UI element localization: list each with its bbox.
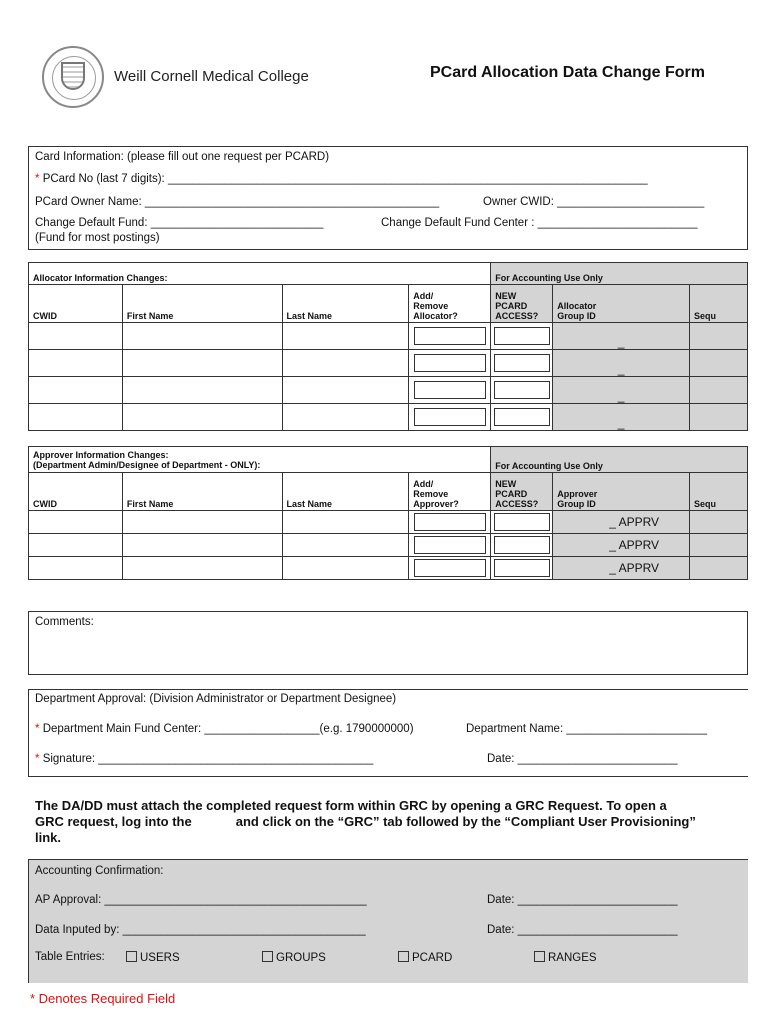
col-sequ: Sequ	[690, 285, 748, 323]
checkbox-icon	[262, 951, 273, 962]
col-add-remove: Add/ Remove Approver?	[409, 473, 491, 511]
first-name-cell[interactable]	[122, 404, 282, 431]
col-new-access: NEW PCARD ACCESS?	[491, 473, 553, 511]
groups-checkbox[interactable]: GROUPS	[262, 951, 326, 964]
add-remove-box[interactable]	[414, 559, 486, 577]
signature-field[interactable]: * Signature: ___________________________________________	[35, 753, 374, 765]
sequ-cell	[690, 323, 748, 350]
first-name-cell[interactable]	[122, 377, 282, 404]
table-row	[29, 404, 748, 431]
new-access-box[interactable]	[494, 536, 550, 554]
default-fund-center-field[interactable]: Change Default Fund Center : _________________________	[381, 217, 698, 229]
add-remove-box[interactable]	[414, 513, 486, 531]
checkbox-icon	[398, 951, 409, 962]
sequ-cell	[690, 377, 748, 404]
approver-accounting-label: For Accounting Use Only	[491, 447, 748, 473]
col-last-name: Last Name	[282, 285, 409, 323]
table-entries-label: Table Entries:	[35, 951, 105, 963]
signature-date-field[interactable]: Date: _________________________	[487, 753, 678, 765]
col-last-name: Last Name	[282, 473, 409, 511]
cwid-cell[interactable]	[29, 350, 123, 377]
sequ-cell	[690, 404, 748, 431]
group-id-cell: _	[553, 377, 690, 404]
allocator-accounting-label: For Accounting Use Only	[491, 263, 748, 285]
data-inputed-field[interactable]: Data Inputed by: ______________________________________	[35, 924, 366, 936]
col-group-id: Approver Group ID	[553, 473, 690, 511]
shield-icon	[61, 62, 85, 90]
ranges-checkbox[interactable]: RANGES	[534, 951, 597, 964]
last-name-cell[interactable]	[282, 511, 409, 534]
last-name-cell[interactable]	[282, 350, 409, 377]
pcard-checkbox[interactable]: PCARD	[398, 951, 452, 964]
col-first-name: First Name	[122, 473, 282, 511]
comments-label: Comments:	[35, 616, 94, 628]
group-id-cell: _ APPRV	[553, 511, 690, 534]
form-title: PCard Allocation Data Change Form	[430, 64, 705, 81]
grc-instructions: The DA/DD must attach the completed request form within GRC by opening a GRC Request. To open a GRC request, log into the and click on the “GRC” tab followed by the “Compliant User Provisioning” link.	[35, 798, 696, 845]
default-fund-field[interactable]: Change Default Fund: ___________________________	[35, 217, 324, 229]
department-heading: Department Approval: (Division Administrator or Department Designee)	[35, 693, 397, 705]
required-field-note: * Denotes Required Field	[30, 991, 176, 1006]
sequ-cell	[690, 534, 748, 557]
allocator-title: Allocator Information Changes:	[29, 263, 491, 285]
col-sequ: Sequ	[690, 473, 748, 511]
table-row	[29, 511, 748, 534]
col-first-name: First Name	[122, 285, 282, 323]
department-name-field[interactable]: Department Name: ______________________	[466, 723, 708, 735]
add-remove-box[interactable]	[414, 327, 486, 345]
owner-cwid-field[interactable]: Owner CWID: _______________________	[483, 196, 705, 208]
first-name-cell[interactable]	[122, 511, 282, 534]
ap-approval-field[interactable]: AP Approval: _________________________________________	[35, 894, 367, 906]
table-row	[29, 377, 748, 404]
table-row	[29, 534, 748, 557]
col-group-id: Allocator Group ID	[553, 285, 690, 323]
sequ-cell	[690, 350, 748, 377]
last-name-cell[interactable]	[282, 323, 409, 350]
accounting-section	[28, 859, 748, 983]
cwid-cell[interactable]	[29, 534, 123, 557]
sequ-cell	[690, 511, 748, 534]
approver-title: Approver Information Changes: (Department Admin/Designee of Department - ONLY):	[29, 447, 491, 473]
main-fund-center-field[interactable]: * Department Main Fund Center: __________________(e.g. 1790000000)	[35, 723, 414, 735]
new-access-box[interactable]	[494, 327, 550, 345]
cwid-cell[interactable]	[29, 557, 123, 580]
data-date-field[interactable]: Date: _________________________	[487, 924, 678, 936]
col-cwid: CWID	[29, 285, 123, 323]
group-id-cell: _	[553, 350, 690, 377]
first-name-cell[interactable]	[122, 350, 282, 377]
card-info-heading: Card Information: (please fill out one request per PCARD)	[35, 151, 330, 163]
fund-note: (Fund for most postings)	[35, 232, 160, 244]
group-id-cell: _ APPRV	[553, 557, 690, 580]
sequ-cell	[690, 557, 748, 580]
ap-date-field[interactable]: Date: _________________________	[487, 894, 678, 906]
users-checkbox[interactable]: USERS	[126, 951, 180, 964]
last-name-cell[interactable]	[282, 557, 409, 580]
last-name-cell[interactable]	[282, 404, 409, 431]
first-name-cell[interactable]	[122, 534, 282, 557]
cwid-cell[interactable]	[29, 377, 123, 404]
first-name-cell[interactable]	[122, 323, 282, 350]
approver-table	[28, 446, 748, 580]
new-access-box[interactable]	[494, 408, 550, 426]
cwid-cell[interactable]	[29, 404, 123, 431]
col-new-access: NEW PCARD ACCESS?	[491, 285, 553, 323]
last-name-cell[interactable]	[282, 377, 409, 404]
college-name: Weill Cornell Medical College	[114, 68, 309, 85]
new-access-box[interactable]	[494, 513, 550, 531]
owner-name-field[interactable]: PCard Owner Name: ______________________________________________	[35, 196, 440, 208]
college-seal-logo	[42, 46, 104, 108]
comments-box[interactable]	[28, 611, 748, 675]
cwid-cell[interactable]	[29, 323, 123, 350]
add-remove-box[interactable]	[414, 408, 486, 426]
checkbox-icon	[126, 951, 137, 962]
group-id-cell: _ APPRV	[553, 534, 690, 557]
add-remove-box[interactable]	[414, 536, 486, 554]
table-row	[29, 350, 748, 377]
col-add-remove: Add/ Remove Allocator?	[409, 285, 491, 323]
table-row	[29, 557, 748, 580]
checkbox-icon	[534, 951, 545, 962]
accounting-heading: Accounting Confirmation:	[35, 865, 164, 877]
last-name-cell[interactable]	[282, 534, 409, 557]
allocator-table	[28, 262, 748, 431]
cwid-cell[interactable]	[29, 511, 123, 534]
add-remove-box[interactable]	[414, 381, 486, 399]
group-id-cell: _	[553, 404, 690, 431]
new-access-box[interactable]	[494, 354, 550, 372]
new-access-box[interactable]	[494, 381, 550, 399]
new-access-box[interactable]	[494, 559, 550, 577]
table-row	[29, 323, 748, 350]
add-remove-box[interactable]	[414, 354, 486, 372]
pcard-no-field[interactable]: * PCard No (last 7 digits): ___________________________________________________________________________	[35, 173, 648, 185]
group-id-cell: _	[553, 323, 690, 350]
first-name-cell[interactable]	[122, 557, 282, 580]
col-cwid: CWID	[29, 473, 123, 511]
